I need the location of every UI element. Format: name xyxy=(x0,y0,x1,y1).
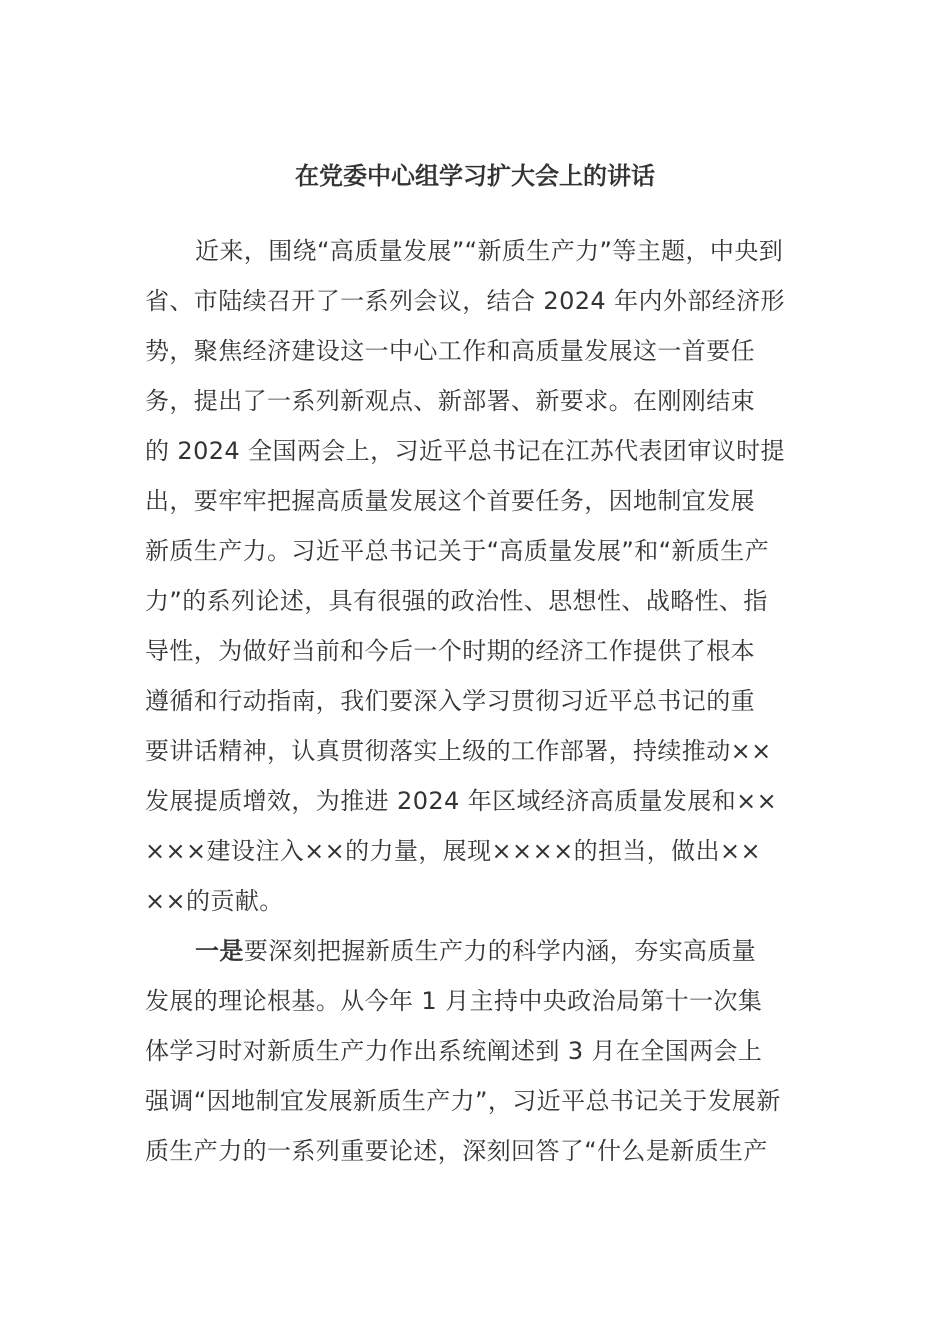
paragraph-line: 要讲话精神，认真贯彻落实上级的工作部署，持续推动×× xyxy=(145,737,772,765)
paragraph-line: 务，提出了一系列新观点、新部署、新要求。在刚刚结束 xyxy=(145,387,755,415)
paragraph-line: 导性，为做好当前和今后一个时期的经济工作提供了根本 xyxy=(145,637,755,665)
point-first-line: 要深刻把握新质生产力的科学内涵，夯实高质量 xyxy=(243,937,757,965)
document-body xyxy=(145,226,810,1176)
paragraph-intro xyxy=(145,226,810,926)
paragraph-line: 省、市陆续召开了一系列会议，结合 2024 年内外部经济形 xyxy=(145,287,785,315)
paragraph-line: 力”的系列论述，具有很强的政治性、思想性、战略性、指 xyxy=(145,587,768,615)
paragraph-line: 出，要牢牢把握高质量发展这个首要任务，因地制宜发展 xyxy=(145,487,755,515)
paragraph-line: 遵循和行动指南，我们要深入学习贯彻习近平总书记的重 xyxy=(145,687,755,715)
paragraph-line: 的 2024 全国两会上，习近平总书记在江苏代表团审议时提 xyxy=(145,437,785,465)
paragraph-line: 新质生产力。习近平总书记关于“高质量发展”和“新质生产 xyxy=(145,537,770,565)
paragraph-line: 发展的理论根基。从今年 1 月主持中央政治局第十一次集 xyxy=(145,987,763,1015)
paragraph-line: 势，聚焦经济建设这一中心工作和高质量发展这一首要任 xyxy=(145,337,755,365)
paragraph-line: ×××建设注入××的力量，展现××××的担当，做出×× xyxy=(145,837,762,865)
paragraph-line: 体学习时对新质生产力作出系统阐述到 3 月在全国两会上 xyxy=(145,1037,763,1065)
paragraph-line: 发展提质增效，为推进 2024 年区域经济高质量发展和×× xyxy=(145,787,778,815)
paragraph-line: 近来，围绕“高质量发展”“新质生产力”等主题，中央到 xyxy=(195,237,784,265)
document-title: 在党委中心组学习扩大会上的讲话 xyxy=(295,162,655,190)
paragraph-line: 强调“因地制宜发展新质生产力”，习近平总书记关于发展新 xyxy=(145,1087,781,1115)
paragraph-line: 质生产力的一系列重要论述，深刻回答了“什么是新质生产 xyxy=(145,1137,768,1165)
paragraph-line xyxy=(145,926,810,976)
point-lead: 一是 xyxy=(195,937,244,965)
paragraph-point-one xyxy=(145,926,810,1176)
paragraph-line: ××的贡献。 xyxy=(145,887,284,915)
